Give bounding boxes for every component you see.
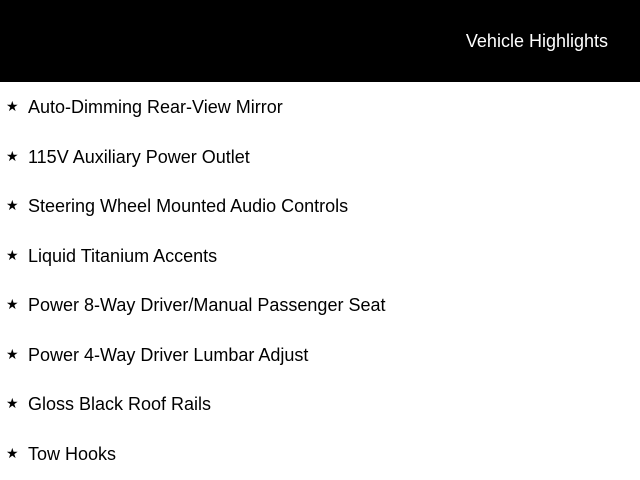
list-item bbox=[0, 344, 640, 368]
list-item bbox=[0, 146, 640, 170]
highlight-label: Auto-Dimming Rear-View Mirror bbox=[28, 97, 283, 117]
star-icon: ★ bbox=[6, 446, 19, 462]
star-icon: ★ bbox=[6, 347, 19, 363]
list-item bbox=[0, 245, 640, 269]
star-icon: ★ bbox=[6, 149, 19, 165]
highlight-label: Liquid Titanium Accents bbox=[28, 246, 218, 266]
highlight-label: Steering Wheel Mounted Audio Controls bbox=[28, 196, 349, 216]
highlight-label: Power 4-Way Driver Lumbar Adjust bbox=[28, 345, 309, 365]
page-title: Vehicle Highlights bbox=[465, 31, 608, 51]
list-item bbox=[0, 195, 640, 219]
list-item bbox=[0, 96, 640, 120]
list-item bbox=[0, 393, 640, 417]
star-icon: ★ bbox=[6, 198, 19, 214]
highlight-label: Gloss Black Roof Rails bbox=[28, 394, 212, 414]
star-icon: ★ bbox=[6, 248, 19, 264]
list-item bbox=[0, 443, 640, 467]
list-item bbox=[0, 294, 640, 318]
highlight-label: Tow Hooks bbox=[28, 444, 117, 464]
highlight-label: 115V Auxiliary Power Outlet bbox=[28, 147, 250, 167]
star-icon: ★ bbox=[6, 99, 19, 115]
star-icon: ★ bbox=[6, 297, 19, 313]
star-icon: ★ bbox=[6, 396, 19, 412]
header-bar bbox=[0, 0, 640, 82]
highlight-label: Power 8-Way Driver/Manual Passenger Seat bbox=[28, 295, 386, 315]
